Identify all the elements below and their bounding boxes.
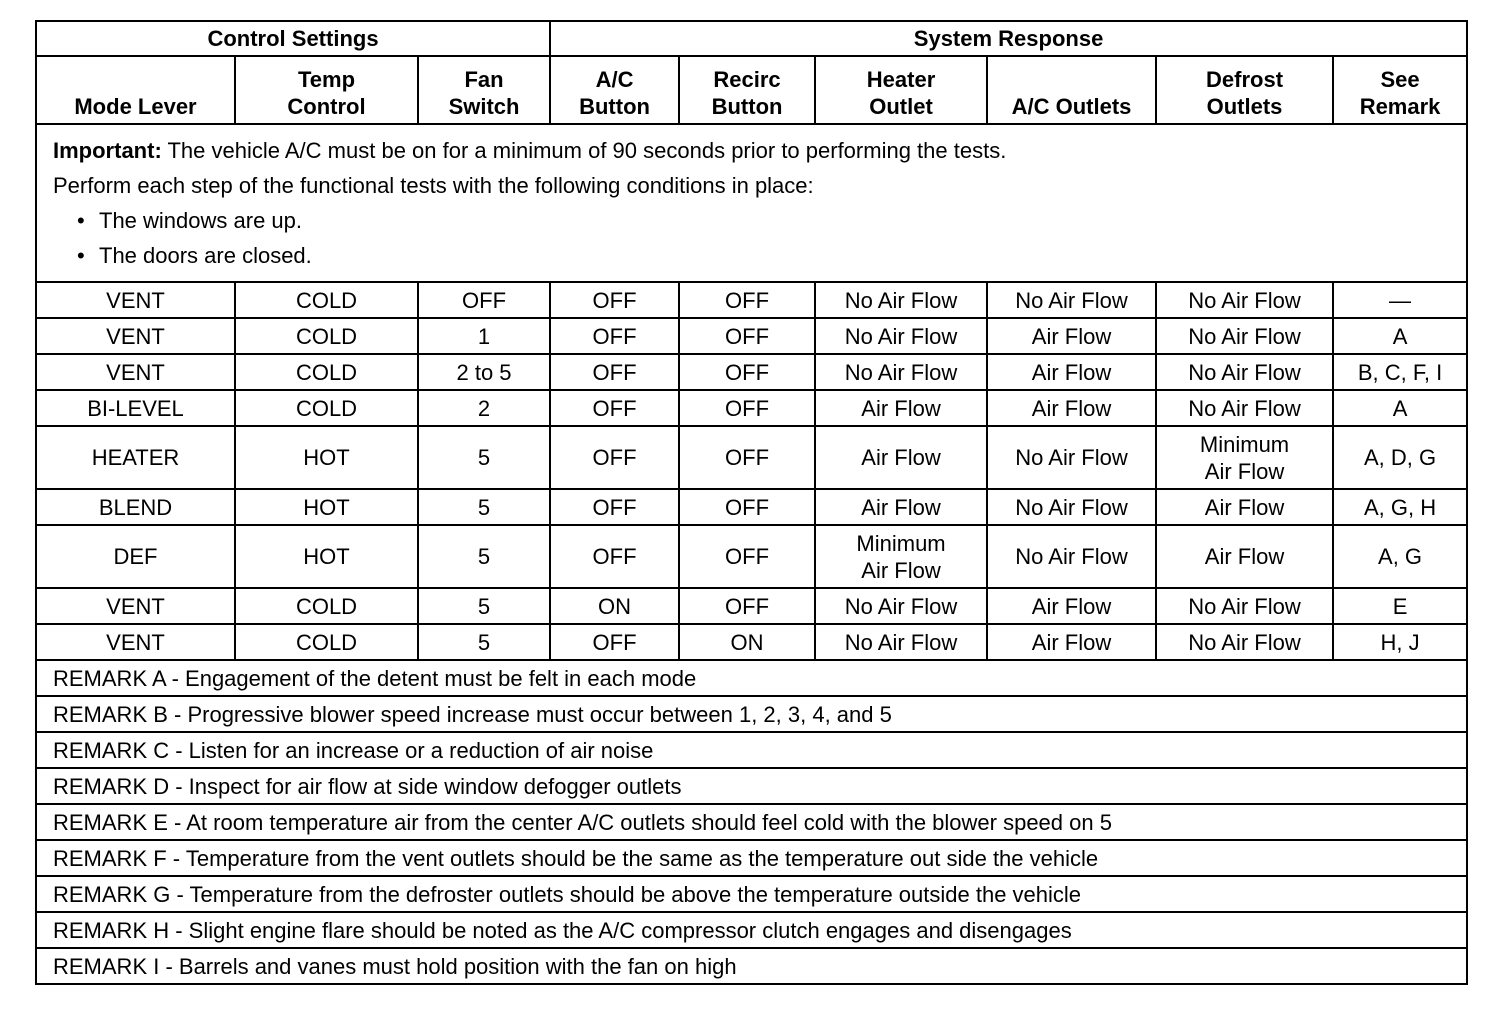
table-row bbox=[36, 489, 1467, 525]
column-header-heater-outlet bbox=[815, 56, 987, 124]
cell-ac-outlets bbox=[987, 426, 1156, 489]
cell-mode-lever bbox=[36, 282, 235, 318]
column-header-line: Temp bbox=[297, 67, 356, 92]
cell-fan-switch bbox=[418, 390, 550, 426]
remark-row bbox=[36, 696, 1467, 732]
cell-heater-outlet bbox=[815, 489, 987, 525]
cell-text: No Air Flow bbox=[844, 593, 958, 619]
cell-ac-outlets bbox=[987, 624, 1156, 660]
cell-fan-switch bbox=[418, 426, 550, 489]
cell-text: A, G bbox=[1378, 544, 1423, 569]
cell-text: No Air Flow bbox=[1188, 323, 1301, 349]
cell-text: No Air Flow bbox=[1188, 629, 1301, 655]
cell-text: Air Flow bbox=[1031, 593, 1112, 619]
table-row bbox=[36, 426, 1467, 489]
column-header-ac-button bbox=[550, 56, 679, 124]
cell-text: OFF bbox=[592, 323, 637, 349]
cell-recirc-button bbox=[679, 489, 815, 525]
remark-text: REMARK H - Slight engine flare should be noted as the A/C compressor clutch engages and disengages bbox=[36, 912, 1467, 948]
cell-mode-lever bbox=[36, 390, 235, 426]
cell-text: Air Flow bbox=[861, 395, 941, 421]
cell-defrost-outlets bbox=[1156, 354, 1333, 390]
cell-text: No Air Flow bbox=[1188, 287, 1301, 313]
column-header-temp-control bbox=[235, 56, 418, 124]
remark-row bbox=[36, 768, 1467, 804]
cell-text: 5 bbox=[477, 593, 491, 619]
cell-ac-button bbox=[550, 426, 679, 489]
remark-text: REMARK B - Progressive blower speed increase must occur between 1, 2, 3, 4, and 5 bbox=[36, 696, 1467, 732]
table-row bbox=[36, 318, 1467, 354]
table-row bbox=[36, 588, 1467, 624]
table-body bbox=[36, 124, 1467, 984]
cell-ac-button bbox=[550, 489, 679, 525]
column-header-row bbox=[36, 56, 1467, 124]
column-header-line: Control bbox=[287, 94, 366, 119]
cell-text: VENT bbox=[106, 359, 165, 385]
cell-ac-outlets bbox=[987, 588, 1156, 624]
cell-text: H, J bbox=[1380, 629, 1420, 655]
remark-row bbox=[36, 660, 1467, 696]
cell-text: A bbox=[1392, 395, 1408, 421]
cell-text: ON bbox=[598, 593, 632, 619]
cell-text: Air Flow bbox=[1204, 544, 1285, 569]
cell-text: COLD bbox=[295, 323, 358, 349]
cell-text: No Air Flow bbox=[844, 323, 958, 349]
cell-text: A, D, G bbox=[1363, 445, 1437, 470]
group-header-system-response: System Response bbox=[550, 21, 1467, 56]
cell-text: OFF bbox=[725, 359, 770, 385]
cell-text: OFF bbox=[592, 287, 637, 313]
cell-defrost-outlets bbox=[1156, 426, 1333, 489]
cell-text: OFF bbox=[725, 445, 770, 470]
table-row bbox=[36, 525, 1467, 588]
cell-text: Air Flow bbox=[861, 557, 941, 583]
cell-fan-switch bbox=[418, 588, 550, 624]
cell-defrost-outlets bbox=[1156, 588, 1333, 624]
cell-temp-control bbox=[235, 588, 418, 624]
cell-text: OFF bbox=[725, 287, 770, 313]
column-header-line: Button bbox=[579, 94, 650, 119]
cell-ac-button bbox=[550, 525, 679, 588]
cell-text: No Air Flow bbox=[844, 287, 958, 313]
cell-text: No Air Flow bbox=[1188, 593, 1301, 619]
remark-text: REMARK C - Listen for an increase or a reduction of air noise bbox=[36, 732, 1467, 768]
column-header-line: Fan bbox=[464, 67, 504, 92]
cell-ac-outlets bbox=[987, 354, 1156, 390]
cell-mode-lever bbox=[36, 624, 235, 660]
cell-heater-outlet bbox=[815, 426, 987, 489]
cell-text: Air Flow bbox=[1031, 323, 1112, 349]
functional-test-sheet bbox=[35, 20, 1466, 985]
cell-text: No Air Flow bbox=[1015, 544, 1128, 569]
table-row bbox=[36, 354, 1467, 390]
cell-recirc-button bbox=[679, 624, 815, 660]
cell-text: E bbox=[1392, 593, 1408, 619]
cell-see-remark bbox=[1333, 426, 1467, 489]
cell-temp-control bbox=[235, 318, 418, 354]
bullet-icon: • bbox=[77, 243, 85, 268]
cell-see-remark bbox=[1333, 282, 1467, 318]
conditions-intro: Perform each step of the functional tests with the following conditions in place: bbox=[53, 173, 814, 198]
cell-mode-lever bbox=[36, 588, 235, 624]
cell-recirc-button bbox=[679, 426, 815, 489]
cell-text: DEF bbox=[113, 544, 158, 569]
cell-recirc-button bbox=[679, 588, 815, 624]
cell-fan-switch bbox=[418, 354, 550, 390]
cell-text: No Air Flow bbox=[1015, 445, 1128, 470]
column-header-line: Defrost bbox=[1206, 67, 1284, 92]
cell-text: A, G, H bbox=[1363, 494, 1437, 520]
cell-text: OFF bbox=[462, 287, 507, 313]
cell-text: OFF bbox=[592, 445, 637, 470]
cell-see-remark bbox=[1333, 489, 1467, 525]
cell-text: HOT bbox=[303, 544, 350, 569]
cell-fan-switch bbox=[418, 624, 550, 660]
cell-defrost-outlets bbox=[1156, 525, 1333, 588]
cell-mode-lever bbox=[36, 354, 235, 390]
column-header-defrost-outlets bbox=[1156, 56, 1333, 124]
condition-item bbox=[53, 203, 1450, 238]
remark-text: REMARK E - At room temperature air from the center A/C outlets should feel cold with the blower speed on 5 bbox=[36, 804, 1467, 840]
cell-text: COLD bbox=[295, 593, 358, 619]
cell-temp-control bbox=[235, 354, 418, 390]
cell-mode-lever bbox=[36, 318, 235, 354]
important-label: Important: bbox=[53, 138, 162, 163]
cell-text: ON bbox=[730, 629, 764, 655]
column-header-line: Switch bbox=[448, 94, 520, 119]
cell-mode-lever bbox=[36, 489, 235, 525]
remark-row bbox=[36, 876, 1467, 912]
cell-defrost-outlets bbox=[1156, 624, 1333, 660]
cell-text: B, C, F, I bbox=[1357, 359, 1443, 385]
cell-text: OFF bbox=[725, 494, 770, 520]
cell-text: COLD bbox=[295, 395, 358, 421]
cell-text: OFF bbox=[725, 323, 770, 349]
cell-temp-control bbox=[235, 624, 418, 660]
table-row bbox=[36, 624, 1467, 660]
cell-recirc-button bbox=[679, 354, 815, 390]
column-header-ac-outlets bbox=[987, 56, 1156, 124]
condition-item bbox=[53, 238, 1450, 273]
cell-ac-outlets bbox=[987, 525, 1156, 588]
cell-text: OFF bbox=[592, 359, 637, 385]
cell-temp-control bbox=[235, 426, 418, 489]
column-header-line: Heater bbox=[866, 67, 936, 92]
column-header-mode-lever bbox=[36, 56, 235, 124]
cell-text: OFF bbox=[592, 629, 637, 655]
cell-see-remark bbox=[1333, 318, 1467, 354]
cell-heater-outlet bbox=[815, 318, 987, 354]
remark-row bbox=[36, 732, 1467, 768]
group-header-control-settings: Control Settings bbox=[36, 21, 550, 56]
cell-text: No Air Flow bbox=[1015, 494, 1128, 520]
column-header-line: Outlet bbox=[869, 94, 933, 119]
cell-text: 5 bbox=[477, 445, 491, 470]
cell-fan-switch bbox=[418, 318, 550, 354]
cell-recirc-button bbox=[679, 525, 815, 588]
cell-ac-button bbox=[550, 318, 679, 354]
cell-temp-control bbox=[235, 525, 418, 588]
remark-text: REMARK I - Barrels and vanes must hold position with the fan on high bbox=[36, 948, 1467, 984]
cell-recirc-button bbox=[679, 318, 815, 354]
cell-fan-switch bbox=[418, 282, 550, 318]
cell-text: Minimum bbox=[856, 530, 946, 556]
cell-ac-outlets bbox=[987, 390, 1156, 426]
cell-text: Air Flow bbox=[1204, 494, 1285, 520]
condition-text: The doors are closed. bbox=[99, 243, 312, 268]
cell-defrost-outlets bbox=[1156, 318, 1333, 354]
cell-ac-button bbox=[550, 282, 679, 318]
cell-text: HOT bbox=[303, 494, 350, 520]
cell-text: No Air Flow bbox=[1015, 287, 1128, 313]
cell-text: A bbox=[1392, 323, 1408, 349]
important-note-row bbox=[36, 124, 1467, 282]
column-header-fan-switch bbox=[418, 56, 550, 124]
cell-heater-outlet bbox=[815, 624, 987, 660]
cell-text: OFF bbox=[725, 544, 770, 569]
cell-text: COLD bbox=[295, 359, 358, 385]
cell-see-remark bbox=[1333, 588, 1467, 624]
cell-see-remark bbox=[1333, 354, 1467, 390]
cell-text: 5 bbox=[477, 494, 491, 520]
cell-recirc-button bbox=[679, 282, 815, 318]
cell-see-remark bbox=[1333, 624, 1467, 660]
cell-text: OFF bbox=[592, 494, 637, 520]
cell-ac-outlets bbox=[987, 318, 1156, 354]
remark-text: REMARK G - Temperature from the defroster outlets should be above the temperature outside the vehicle bbox=[36, 876, 1467, 912]
cell-text: COLD bbox=[295, 629, 358, 655]
cell-text: COLD bbox=[295, 287, 358, 313]
column-header-line: See bbox=[1380, 67, 1420, 92]
header-group-row bbox=[36, 21, 1467, 56]
hvac-functional-test-table bbox=[35, 20, 1468, 985]
cell-text: Air Flow bbox=[1031, 395, 1112, 421]
cell-text: 1 bbox=[477, 323, 491, 349]
condition-text: The windows are up. bbox=[99, 208, 302, 233]
cell-text: Air Flow bbox=[1204, 458, 1285, 484]
cell-text: VENT bbox=[106, 323, 165, 349]
remark-text: REMARK A - Engagement of the detent must be felt in each mode bbox=[36, 660, 1467, 696]
cell-text: 5 bbox=[477, 629, 491, 655]
cell-recirc-button bbox=[679, 390, 815, 426]
cell-text: Air Flow bbox=[861, 494, 941, 520]
cell-text: OFF bbox=[592, 544, 637, 569]
remark-text: REMARK F - Temperature from the vent outlets should be the same as the temperature out side the vehicle bbox=[36, 840, 1467, 876]
cell-text: Air Flow bbox=[861, 445, 941, 470]
column-header-line: Button bbox=[711, 94, 783, 119]
cell-ac-outlets bbox=[987, 489, 1156, 525]
cell-ac-button bbox=[550, 354, 679, 390]
cell-fan-switch bbox=[418, 489, 550, 525]
remark-row bbox=[36, 840, 1467, 876]
column-header-line: Outlets bbox=[1206, 94, 1283, 119]
table-row bbox=[36, 282, 1467, 318]
cell-text: — bbox=[1389, 287, 1412, 313]
cell-ac-button bbox=[550, 588, 679, 624]
cell-text: Air Flow bbox=[1031, 359, 1112, 385]
cell-text: Minimum bbox=[1199, 431, 1290, 457]
remark-row bbox=[36, 948, 1467, 984]
table-row bbox=[36, 390, 1467, 426]
important-note bbox=[36, 124, 1467, 282]
cell-heater-outlet bbox=[815, 525, 987, 588]
cell-temp-control bbox=[235, 489, 418, 525]
cell-text: HEATER bbox=[91, 445, 180, 470]
cell-defrost-outlets bbox=[1156, 390, 1333, 426]
cell-temp-control bbox=[235, 390, 418, 426]
cell-heater-outlet bbox=[815, 588, 987, 624]
column-header-see-remark bbox=[1333, 56, 1467, 124]
cell-text: No Air Flow bbox=[844, 359, 958, 385]
cell-mode-lever bbox=[36, 426, 235, 489]
important-text: The vehicle A/C must be on for a minimum of 90 seconds prior to performing the tests. bbox=[167, 138, 1007, 163]
cell-text: Air Flow bbox=[1031, 629, 1112, 655]
cell-ac-button bbox=[550, 624, 679, 660]
column-header-line: Remark bbox=[1359, 94, 1441, 119]
cell-text: BI-LEVEL bbox=[87, 395, 184, 421]
cell-heater-outlet bbox=[815, 282, 987, 318]
cell-text: OFF bbox=[725, 593, 770, 619]
column-header-line: A/C bbox=[595, 67, 634, 92]
cell-heater-outlet bbox=[815, 354, 987, 390]
cell-text: No Air Flow bbox=[844, 629, 958, 655]
important-line bbox=[53, 133, 1450, 168]
cell-text: OFF bbox=[725, 395, 770, 421]
remark-row bbox=[36, 912, 1467, 948]
cell-text: 2 to 5 bbox=[456, 359, 512, 385]
cell-temp-control bbox=[235, 282, 418, 318]
cell-ac-outlets bbox=[987, 282, 1156, 318]
cell-fan-switch bbox=[418, 525, 550, 588]
column-header-line: A/C Outlets bbox=[1011, 94, 1132, 119]
cell-text: No Air Flow bbox=[1188, 359, 1301, 385]
column-header-line: Mode Lever bbox=[74, 94, 197, 119]
cell-text: 2 bbox=[477, 395, 491, 421]
remark-text: REMARK D - Inspect for air flow at side window defogger outlets bbox=[36, 768, 1467, 804]
bullet-icon: • bbox=[77, 208, 85, 233]
cell-text: HOT bbox=[303, 445, 350, 470]
cell-text: VENT bbox=[106, 593, 165, 619]
cell-defrost-outlets bbox=[1156, 282, 1333, 318]
cell-heater-outlet bbox=[815, 390, 987, 426]
cell-defrost-outlets bbox=[1156, 489, 1333, 525]
cell-ac-button bbox=[550, 390, 679, 426]
cell-see-remark bbox=[1333, 525, 1467, 588]
cell-text: No Air Flow bbox=[1188, 395, 1301, 421]
column-header-recirc-button bbox=[679, 56, 815, 124]
cell-mode-lever bbox=[36, 525, 235, 588]
cell-text: 5 bbox=[477, 544, 491, 569]
cell-text: VENT bbox=[106, 287, 165, 313]
cell-see-remark bbox=[1333, 390, 1467, 426]
column-header-line: Recirc bbox=[713, 67, 781, 92]
cell-text: OFF bbox=[592, 395, 637, 421]
cell-text: VENT bbox=[106, 629, 165, 655]
cell-text: BLEND bbox=[98, 494, 173, 520]
remark-row bbox=[36, 804, 1467, 840]
